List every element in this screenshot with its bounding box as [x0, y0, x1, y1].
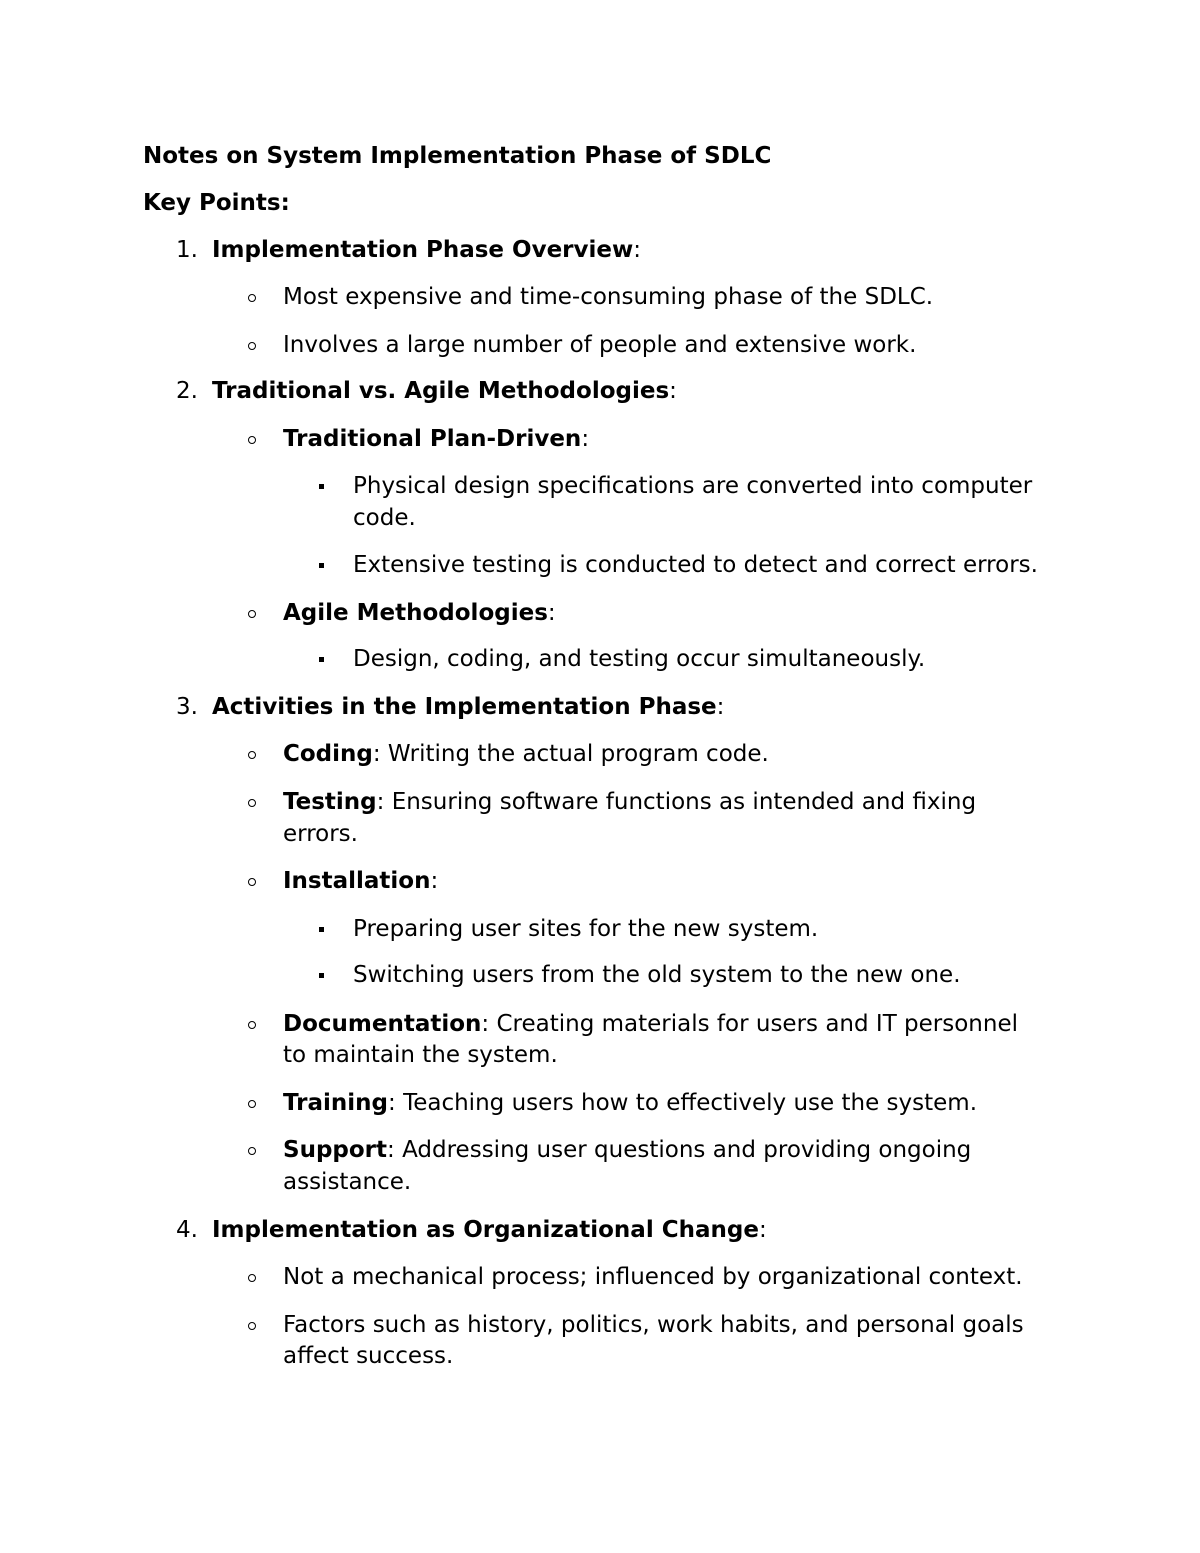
- square-bullet-icon: [319, 484, 324, 489]
- bullet-label: Agile Methodologies:: [283, 600, 556, 626]
- bullet-text: Training: Teaching users how to effectively use the system.: [283, 1090, 978, 1116]
- circle-bullet-icon: [248, 878, 256, 886]
- sub-bullet-text: Design, coding, and testing occur simultaneously.: [353, 646, 926, 672]
- bullet-text: Testing: Ensuring software functions as intended and fixing: [283, 789, 977, 815]
- section-number: 4.: [176, 1217, 198, 1243]
- sub-bullet-text: Switching users from the old system to the new one.: [353, 962, 961, 988]
- circle-bullet-icon: [248, 1274, 256, 1282]
- circle-bullet-icon: [248, 342, 256, 350]
- bullet-label: Traditional Plan-Driven:: [283, 426, 590, 452]
- bullet-text: Coding: Writing the actual program code.: [283, 741, 769, 767]
- circle-bullet-icon: [248, 294, 256, 302]
- sub-bullet-text-cont: code.: [353, 505, 416, 531]
- square-bullet-icon: [319, 973, 324, 978]
- section-number: 2.: [176, 378, 198, 404]
- bullet-text: Factors such as history, politics, work habits, and personal goals: [283, 1312, 1024, 1338]
- bullet-text: Support: Addressing user questions and providing ongoing: [283, 1137, 972, 1163]
- circle-bullet-icon: [248, 751, 256, 759]
- circle-bullet-icon: [248, 610, 256, 618]
- circle-bullet-icon: [248, 1021, 256, 1029]
- square-bullet-icon: [319, 657, 324, 662]
- bullet-text: Involves a large number of people and extensive work.: [283, 332, 917, 358]
- section-number: 1.: [176, 237, 198, 263]
- section-heading: Traditional vs. Agile Methodologies:: [212, 378, 677, 404]
- bullet-text: Most expensive and time-consuming phase of the SDLC.: [283, 284, 934, 310]
- key-points-heading: Key Points:: [143, 190, 290, 216]
- circle-bullet-icon: [248, 1100, 256, 1108]
- square-bullet-icon: [319, 563, 324, 568]
- document-title: Notes on System Implementation Phase of SDLC: [143, 143, 772, 169]
- bullet-text: Not a mechanical process; influenced by organizational context.: [283, 1264, 1023, 1290]
- section-heading: Implementation Phase Overview:: [212, 237, 641, 263]
- sub-bullet-text: Preparing user sites for the new system.: [353, 916, 819, 942]
- bullet-label: Installation:: [283, 868, 439, 894]
- bullet-text: Documentation: Creating materials for users and IT personnel: [283, 1011, 1019, 1037]
- section-heading: Activities in the Implementation Phase:: [212, 694, 725, 720]
- sub-bullet-text: Physical design specifications are converted into computer: [353, 473, 1033, 499]
- bullet-text-cont: to maintain the system.: [283, 1042, 558, 1068]
- bullet-text-cont: affect success.: [283, 1343, 454, 1369]
- section-number: 3.: [176, 694, 198, 720]
- circle-bullet-icon: [248, 799, 256, 807]
- bullet-text-cont: errors.: [283, 821, 358, 847]
- sub-bullet-text: Extensive testing is conducted to detect and correct errors.: [353, 552, 1038, 578]
- circle-bullet-icon: [248, 1322, 256, 1330]
- square-bullet-icon: [319, 927, 324, 932]
- circle-bullet-icon: [248, 1147, 256, 1155]
- section-heading: Implementation as Organizational Change:: [212, 1217, 767, 1243]
- bullet-text-cont: assistance.: [283, 1169, 412, 1195]
- circle-bullet-icon: [248, 436, 256, 444]
